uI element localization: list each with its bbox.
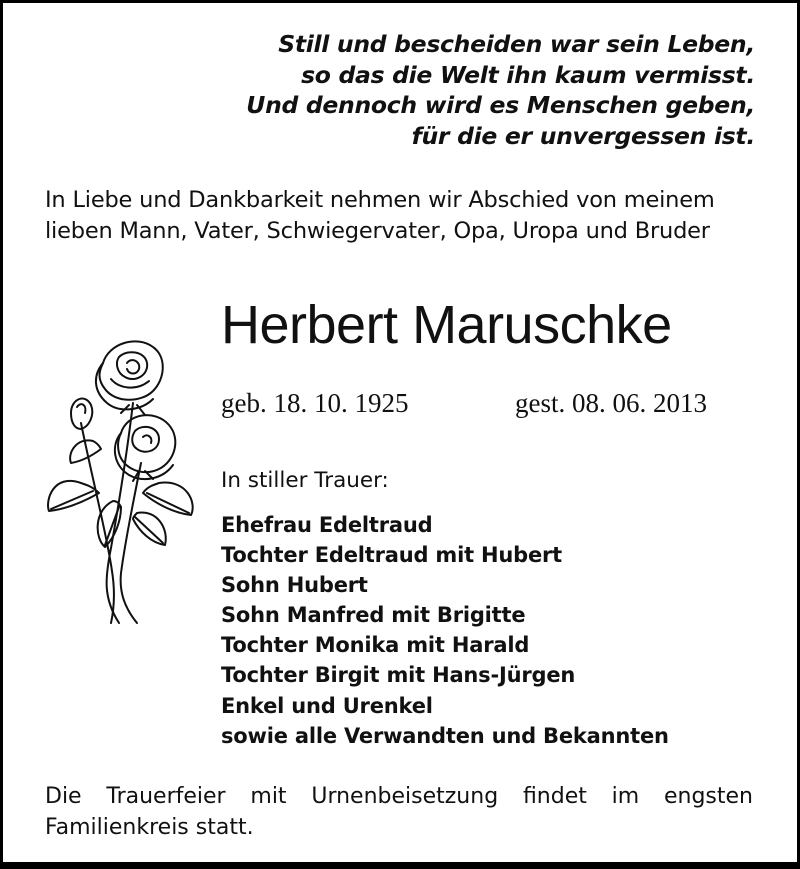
mourner-item: Enkel und Urenkel (221, 693, 433, 718)
poem-line: Still und bescheiden war sein Leben, (278, 30, 755, 58)
birth-date: geb. 18. 10. 1925 (221, 388, 409, 418)
funeral-note-line: Die Trauerfeier mit Urnenbeisetzung findet im engsten (45, 784, 753, 809)
mourner-item: sowie alle Verwandten und Bekannten (221, 723, 669, 748)
grief-line: In stiller Trauer: (221, 468, 389, 493)
rose-leaf (147, 493, 189, 513)
rose-bloom-upper (96, 341, 163, 409)
funeral-note (45, 782, 753, 843)
mourners-list (221, 510, 669, 751)
rose-illustration (41, 333, 211, 633)
poem (43, 29, 755, 151)
funeral-note-line: Familienkreis statt. (45, 814, 254, 840)
poem-line: für die er unvergessen ist. (411, 121, 755, 150)
mourner-item: Tochter Birgit mit Hans-Jürgen (221, 663, 576, 688)
mourner-item: Tochter Edeltraud mit Hubert (221, 543, 563, 568)
poem-line: so das die Welt ihn kaum vermisst. (301, 60, 755, 89)
mourner-item: Ehefrau Edeltraud (221, 513, 433, 537)
death-date: gest. 08. 06. 2013 (515, 388, 707, 418)
mourner-item: Sohn Manfred mit Brigitte (221, 603, 526, 628)
intro-text (45, 185, 753, 247)
deceased-name: Herbert Maruschke (221, 295, 672, 355)
mourner-item: Tochter Monika mit Harald (221, 633, 530, 658)
intro-line: In Liebe und Dankbarkeit nehmen wir Abschied von meinem (45, 187, 715, 213)
poem-line: Und dennoch wird es Menschen geben, (246, 91, 755, 119)
mourner-item: Sohn Hubert (221, 573, 368, 598)
intro-line: lieben Mann, Vater, Schwiegervater, Opa, Uropa und Bruder (45, 218, 710, 244)
rose-stem (121, 463, 141, 623)
